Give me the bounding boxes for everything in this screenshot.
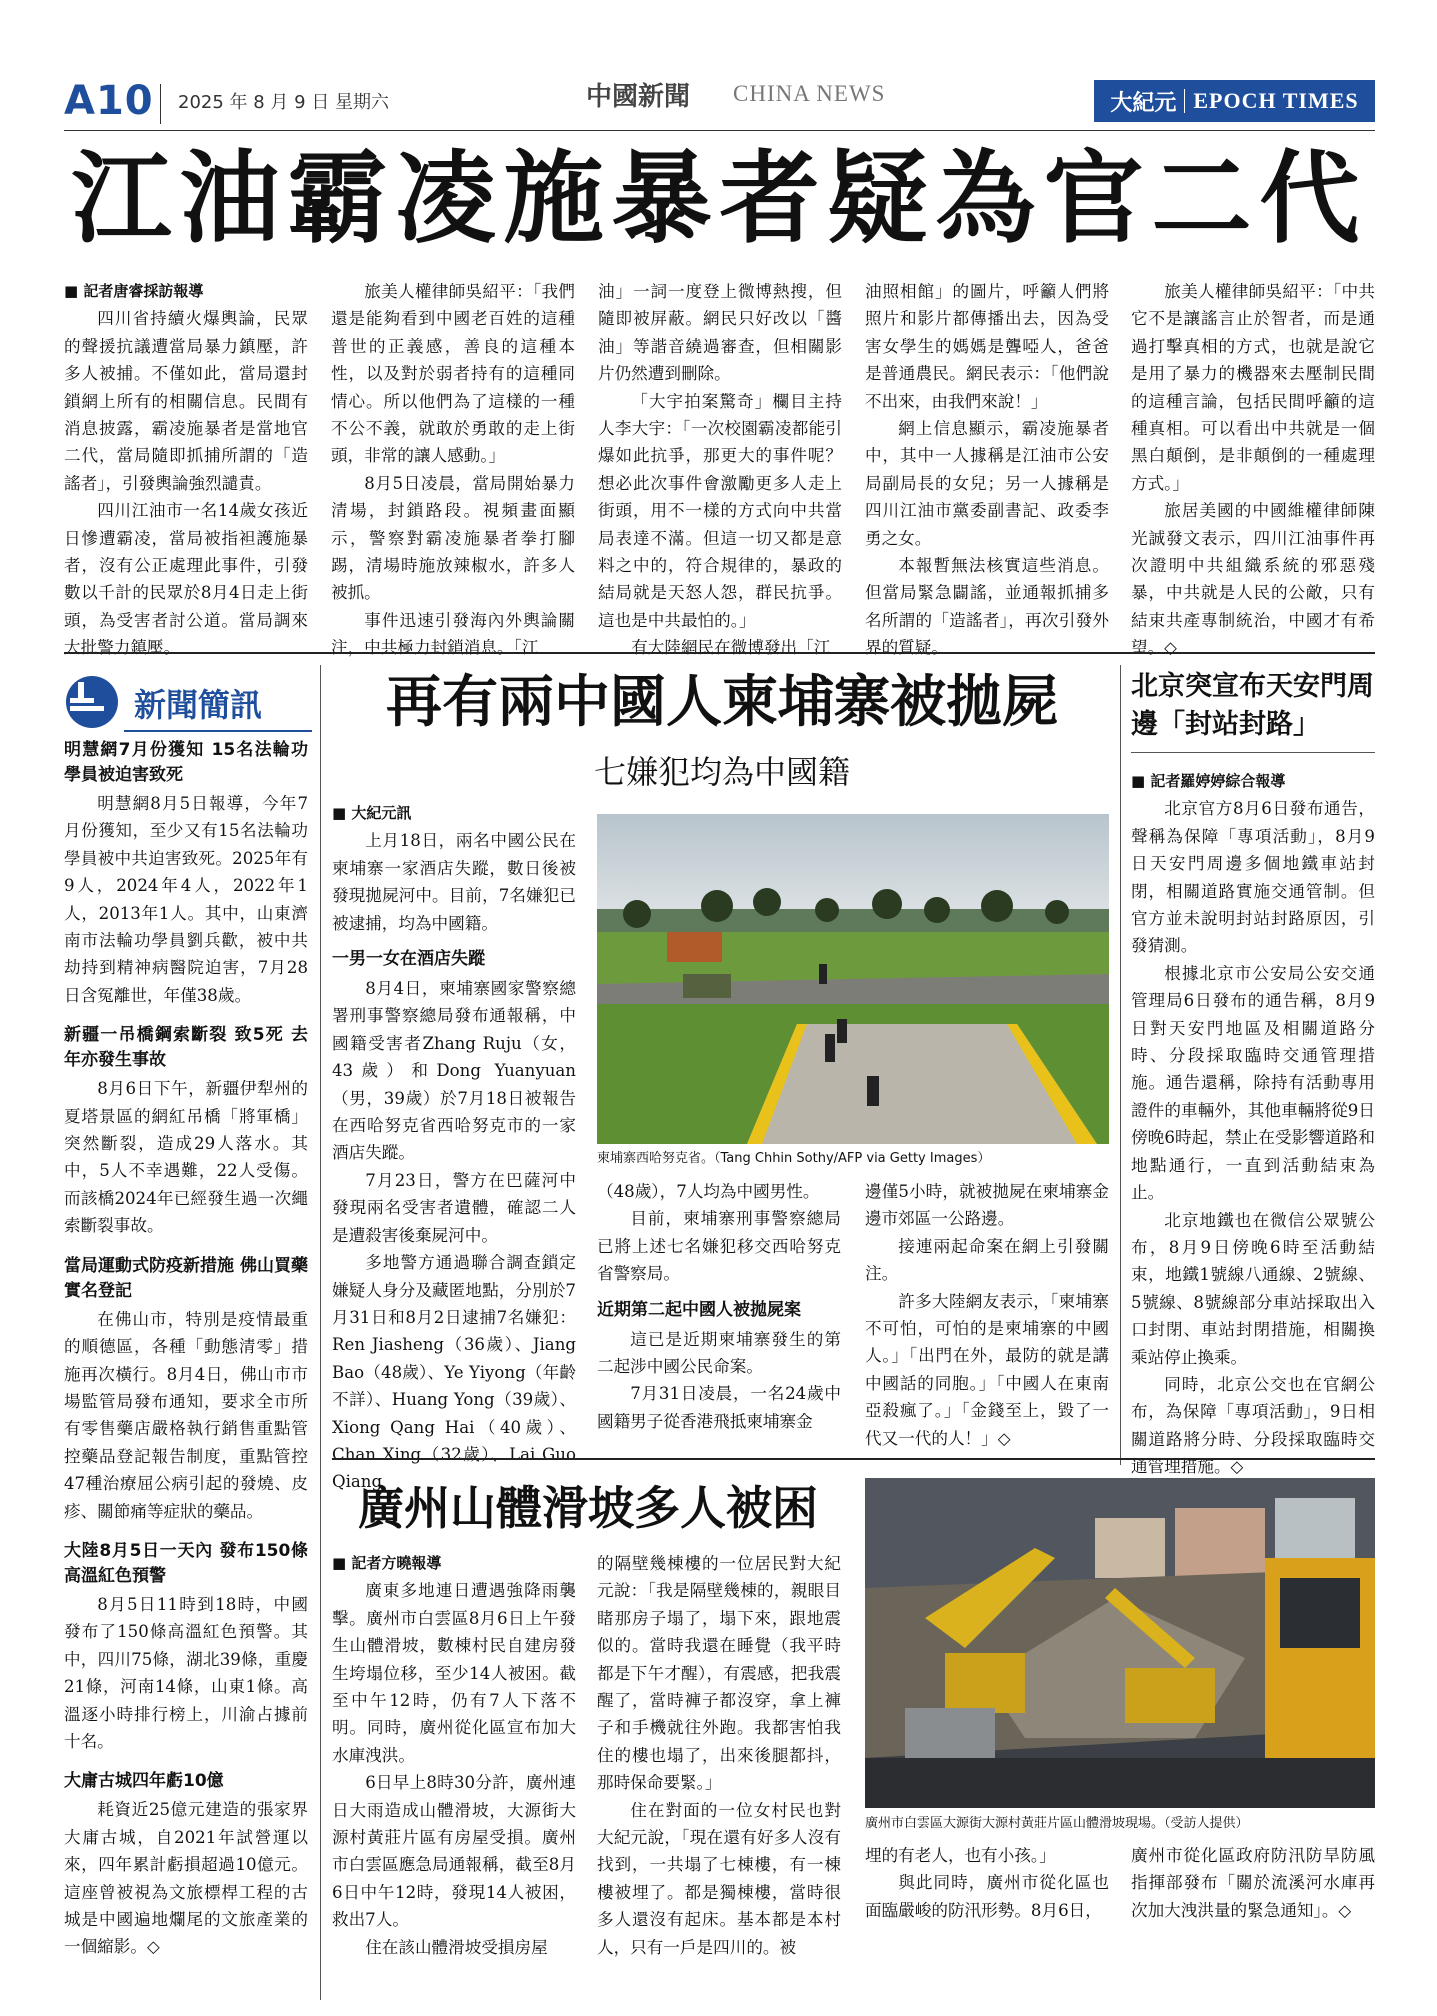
lead-column-2 [331, 278, 575, 658]
briefs-header [64, 672, 312, 732]
guangzhou-column-3 [865, 1842, 1109, 2002]
cambodia-column-3 [865, 1178, 1109, 1448]
paragraph: 住在該山體滑坡受損房屋 [365, 1937, 548, 1957]
paragraph: 北京官方8月6日發布通告，聲稱為保障「專項活動」，8月9日天安門周邊多個地鐵車站封閉，相關道路實施交通管制。但官方並未說明封站封路原因，引發猜測。 [1131, 799, 1375, 956]
cambodia-headline: 再有兩中國人柬埔寨被拋屍 [386, 670, 1058, 735]
paragraph: 本報暫無法核實這些消息。但當局緊急闢謠，並通報抓捕多名所謂的「造謠者」，再次引發外界的質疑。 [865, 556, 1109, 658]
paragraph: 上月18日，兩名中國公民在柬埔寨一家酒店失蹤，數日後被發現拋屍河中。目前，7名嫌犯已被逮捕，均為中國籍。 [332, 831, 576, 933]
lead-column-4 [865, 278, 1109, 658]
issue-date: 2025 年 8 月 9 日 星期六 [178, 92, 390, 113]
paragraph: 多地警方通過聯合調查鎖定嫌疑人身分及藏匿地點，分別於7月31日和8月2日逮捕7名嫌犯：Ren Jiasheng（36歲）、Jiang Bao（48歲）、Ye Yiyong（年齡不詳）、Huang Yong（39歲）、Xiong Qang Hai（40歲）、Chan Xing（32歲）、Lai Guo Qiang [332, 1253, 576, 1492]
brief-body: 耗資近25億元建造的張家界大庸古城，自2021年試營運以來，四年累計虧損超過10億元。這座曾被視為文旅標桿工程的古城是中國遍地爛尾的文旅產業的一個縮影。◇ [64, 1800, 308, 1957]
paragraph: 旅美人權律師吳紹平：「我們還是能夠看到中國老百姓的這種普世的正義感，善良的這種本性，以及對於弱者持有的這種同情心。所以他們為了這樣的一種不公不義，就敢於勇敢的走上街頭，非常的讓人感動。」 [331, 282, 575, 466]
brief-title: 大庸古城四年虧10億 [64, 1771, 224, 1792]
photo-illustration [597, 814, 1109, 1144]
photo-illustration [865, 1478, 1375, 1808]
lead-column-3 [598, 278, 842, 658]
paragraph: 同時，北京公交也在官網公布，為保障「專項活動」，9日相關道路將分時、分段採取臨時交通管理措施。◇ [1131, 1374, 1375, 1477]
guangzhou-column-1 [332, 1550, 576, 2002]
briefs-label: 新聞簡訊 [134, 686, 263, 724]
paragraph: 邊僅5小時，就被拋屍在柬埔寨金邊市郊區一公路邊。 [865, 1182, 1109, 1229]
paragraph: 8月4日，柬埔寨國家警察總署刑事警察總局發布通報稱，中國籍受害者Zhang Ruju（女，43歲）和Dong Yuanyuan（男，39歲）於7月18日被報告在西哈努克省西哈努克市的一家酒店失蹤。 [332, 979, 576, 1163]
brief-title: 新疆一吊橋鋼索斷裂 致5死 去年亦發生事故 [64, 1025, 308, 1071]
section-title-cn: 中國新聞 [586, 82, 691, 112]
cambodia-photo [597, 814, 1109, 1144]
section-title-en: CHINA NEWS [733, 81, 886, 106]
guangzhou-column-2 [597, 1550, 841, 2002]
paragraph: 根據北京市公安局公安交通管理局6日發布的通告稱，8月9日對天安門地區及相關道路分時、分段採取臨時交通管理措施。通告還稱，除持有活動專用證件的車輛外，其他車輛將從9日傍晚6時起，禁止在受影響道路和地點通行，一直到活動結束為止。 [1131, 963, 1375, 1203]
beijing-rule [1131, 752, 1375, 753]
paragraph: 接連兩起命案在網上引發關注。 [865, 1236, 1109, 1284]
cambodia-subheadline: 七嫌犯均為中國籍 [593, 753, 850, 791]
beijing-headline: 北京突宣布天安門周邊「封站封路」 [1131, 671, 1374, 740]
guangzhou-caption: 廣州市白雲區大源街大源村黃莊片區山體滑坡現場。（受訪人提供） [865, 1816, 1249, 1831]
logo-en: EPOCH TIMES [1193, 88, 1359, 113]
brief-body: 8月6日下午，新疆伊犁州的夏塔景區的網紅吊橋「將軍橋」突然斷裂，造成29人落水。其中，5人不幸遇難，22人受傷。而該橋2024年已經發生過一次繩索斷裂事故。 [64, 1079, 308, 1236]
header-rule [64, 130, 1375, 131]
guangzhou-byline: ■ 記者方曉報導 [332, 1550, 576, 1577]
beijing-column [1131, 768, 1375, 1477]
paragraph: 埋的有老人，也有小孩。」 [865, 1846, 1056, 1865]
paragraph: 住在對面的一位女村民也對大紀元說，「現在還有好多人沒有找到，一共塌了七棟樓，有一棟樓被埋了。都是獨棟樓，當時很多人還沒有起床。基本都是本村人，只有一戶是四川的。被 [597, 1800, 841, 1957]
guangzhou-photo [865, 1478, 1375, 1808]
paragraph: 四川省持續火爆輿論，民眾的聲援抗議遭當局暴力鎮壓，許多人被捕。不僅如此，當局還封鎖網上所有的相關信息。民間有消息披露，霸凌施暴者是當地官二代，當局隨即抓捕所謂的「造謠者」，引發輿論強烈譴責。 [64, 309, 308, 493]
lead-byline: ■ 記者唐睿採訪報導 [64, 278, 308, 305]
briefs-column [64, 738, 308, 1998]
subheading: 一男一女在酒店失蹤 [332, 949, 485, 970]
paragraph: 旅美人權律師吳紹平：「中共它不是讓謠言止於智者，而是通過打擊真相的方式，也就是說它是用了暴力的機器來去壓制民間的這種言論，包括民間呼籲的這種真相。可以看出中共就是一個黑白顛倒，是非顛倒的一種處理方式。」 [1131, 282, 1375, 493]
paragraph: 許多大陸網友表示，「柬埔寨不可怕，可怕的是柬埔寨的中國人。」「出門在外，最防的就是講中國話的同胞。」「中國人在東南亞殺瘋了。」「金錢至上，毀了一代又一代的人！」◇ [865, 1291, 1109, 1448]
brief-title: 大陸8月5日一天內 發布150條高溫紅色預警 [64, 1540, 308, 1586]
paragraph: 網上信息顯示，霸凌施暴者中，其中一人據稱是江油市公安局副局長的女兒；另一人據稱是四川江油市黨委副書記、政委李勇之女。 [865, 419, 1109, 548]
logo-divider [1184, 89, 1185, 113]
paragraph: 的隔壁幾棟樓的一位居民對大紀元說：「我是隔壁幾棟的，親眼目睹那房子塌了，塌下來，跟地震似的。當時我還在睡覺（我平時都是下午才醒），有震感，把我震醒了，當時褲子都沒穿，拿上褲子和手機就往外跑。我都害怕我住的樓也塌了，出來後腿都抖，那時保命要緊。」 [597, 1554, 841, 1793]
brief-body: 明慧網8月5日報導，今年7月份獲知，至少又有15名法輪功學員被中共迫害致死。2025年有9人，2024年4人，2022年1人，2013年1人。其中，山東濟南市法輪功學員劉兵歡，被中共劫持到精神病醫院迫害，7月28日含冤離世，年僅38歲。 [64, 794, 308, 1005]
header-divider [160, 84, 161, 124]
lead-column-1 [64, 278, 308, 658]
lead-bottom-rule [64, 652, 1375, 654]
paragraph: 廣州市從化區政府防汛防旱防風指揮部發布「關於流溪河水庫再次加大洩洪量的緊急通知」。◇ [1131, 1846, 1375, 1920]
paragraph: 廣東多地連日遭遇強降雨襲擊。廣州市白雲區8月6日上午發生山體滑坡，數棟村民自建房發生垮塌位移，至少14人被困。截至中午12時，仍有7人下落不明。同時，廣州從化區宣布加大水庫洩洪。 [332, 1581, 576, 1765]
paragraph: 與此同時，廣州市從化區也面臨嚴峻的防汛形勢。8月6日， [865, 1873, 1109, 1920]
paragraph: 有大陸網民在微博發出「江 [631, 638, 831, 658]
beijing-byline: ■ 記者羅婷婷綜合報導 [1131, 768, 1375, 795]
briefs-rule [124, 730, 312, 732]
paragraph: 四川江油市一名14歲女孩近日慘遭霸凌，當局被指袒護施暴者，沒有公正處理此事件，引發數以千計的民眾於8月4日走上街頭，為受害者討公道。當局調來大批警力鎮壓。 [64, 501, 308, 658]
guangzhou-column-4 [1131, 1842, 1375, 2002]
brief-body: 8月5日11時到18時，中國發布了150條高溫紅色預警。其中，四川75條，湖北39條，重慶21條，河南14條，山東1條。高溫逐小時排行榜上，川渝占據前十名。 [64, 1594, 308, 1751]
brief-body: 在佛山市，特別是疫情最重的順德區，各種「動態清零」措施再次橫行。8月4日，佛山市市場監管局發布通知，要求全市所有零售藥店嚴格執行銷售重點管控藥品登記報告制度，重點管控47種治療屈公病引起的發燒、皮疹、關節痛等症狀的藥品。 [64, 1309, 308, 1521]
epoch-times-logo [1094, 80, 1375, 122]
paragraph: 「大宇拍案驚奇」欄目主持人李大宇：「一次校園霸凌都能引爆如此抗爭，那更大的事件呢？想必此次事件會激勵更多人走上街頭，用不一樣的方式向中共當局表達不滿。但這一切又都是意料之中的，符合規律的，暴政的結局就是天怒人怨，群民抗爭。這也是中共最怕的。」 [598, 391, 842, 630]
page-number: A10 [64, 78, 154, 124]
paragraph: 北京地鐵也在微信公眾號公布，8月9日傍晚6時至活動結束，地鐵1號線八通線、2號線、5號線、8號線部分車站採取出入口封閉、車站封閉措施，相關換乘站停止換乘。 [1131, 1210, 1375, 1367]
beijing-divider [1120, 665, 1121, 1465]
lead-headline: 江油霸凌施暴者疑為官二代 [71, 139, 1368, 257]
paragraph: 目前，柬埔寨刑事警察總局已將上述七名嫌犯移交西哈努克省警察局。 [597, 1209, 841, 1284]
paragraph: 事件迅速引發海內外輿論關注，中共極力封鎖消息。「江 [331, 610, 575, 658]
paragraph: 這已是近期柬埔寨發生的第二起涉中國公民命案。 [597, 1329, 841, 1377]
brief-title: 明慧網7月份獲知 15名法輪功學員被迫害致死 [64, 740, 308, 785]
cambodia-caption: 柬埔寨西哈努克省。（Tang Chhin Sothy/AFP via Getty Images） [597, 1151, 991, 1166]
briefs-icon [64, 674, 120, 730]
briefs-divider [320, 665, 321, 2000]
cambodia-byline: ■ 大紀元訊 [332, 800, 576, 827]
logo-cn: 大紀元 [1110, 90, 1177, 116]
paragraph: （48歲），7人均為中國男性。 [597, 1182, 820, 1201]
paragraph: 7月23日，警方在巴薩河中發現兩名受害者遺體，確認二人是遭殺害後棄屍河中。 [332, 1170, 576, 1245]
middle-rule [332, 1458, 1375, 1460]
brief-title: 當局運動式防疫新措施 佛山買藥實名登記 [64, 1255, 308, 1301]
subheading: 近期第二起中國人被拋屍案 [597, 1299, 801, 1320]
paragraph: 6日早上8時30分許，廣州連日大雨造成山體滑坡，大源街大源村黃莊片區有房屋受損。廣州市白雲區應急局通報稱，截至8月6日中午12時，發現14人被困，救出7人。 [332, 1773, 576, 1930]
paragraph: 油照相館」的圖片，呼籲人們將照片和影片都傳播出去，因為受害女學生的媽媽是聾啞人，爸爸是普通農民。網民表示：「他們說不出來，由我們來說！」 [865, 282, 1109, 411]
paragraph: 旅居美國的中國維權律師陳光誠發文表示，四川江油事件再次證明中共組織系統的邪惡殘暴，中共就是人民的公敵，只有結束共產專制統治，中國才有希望。◇ [1131, 501, 1375, 658]
paragraph: 8月5日凌晨，當局開始暴力清場，封鎖路段。視頻畫面顯示，警察對霸凌施暴者拳打腳踢，清場時施放辣椒水，許多人被抓。 [331, 473, 575, 603]
paragraph: 油」一詞一度登上微博熱搜，但隨即被屏蔽。網民只好改以「醬油」等諧音繞過審查，但相關影片仍然遭到刪除。 [598, 282, 842, 384]
guangzhou-headline: 廣州山體滑坡多人被困 [358, 1481, 818, 1535]
lead-column-5 [1131, 278, 1375, 658]
paragraph: 7月31日凌晨，一名24歲中國籍男子從香港飛抵柬埔寨金 [597, 1384, 841, 1431]
cambodia-column-2 [597, 1178, 841, 1440]
cambodia-column-1 [332, 800, 576, 1492]
